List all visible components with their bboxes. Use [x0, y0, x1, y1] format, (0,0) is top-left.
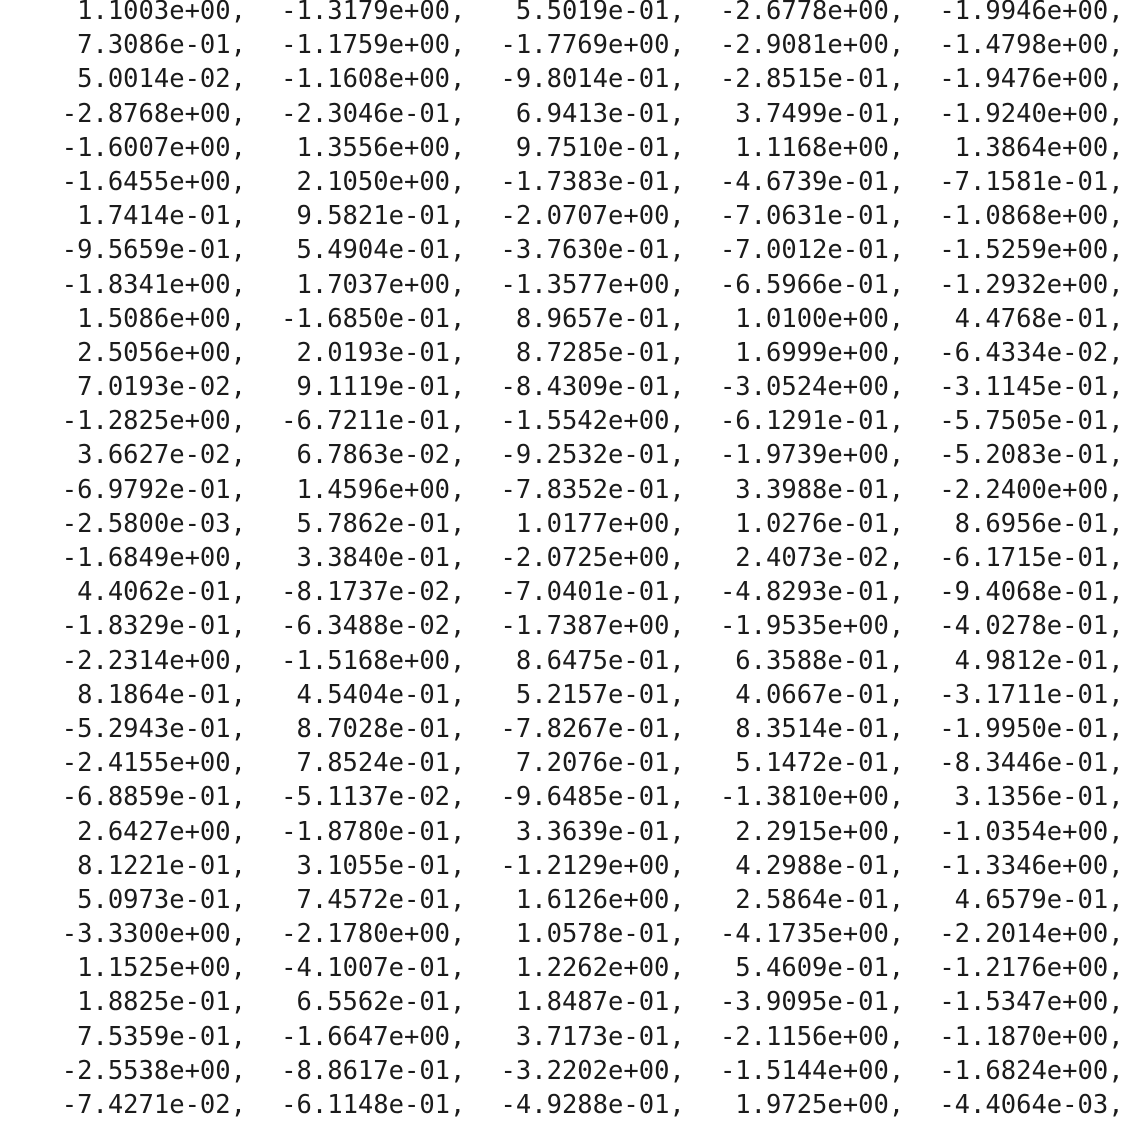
output-row — [0, 849, 1146, 883]
output-value: 7.0193e-02, — [77, 372, 246, 403]
output-value: 8.1221e-01, — [77, 850, 246, 881]
output-row — [0, 404, 1146, 438]
output-value: 5.2157e-01, — [515, 679, 685, 710]
output-value: -1.9476e+00, — [939, 64, 1124, 95]
output-value: 6.7863e-02, — [296, 440, 466, 471]
output-value: -6.1291e-01, — [719, 406, 905, 437]
output-value: -1.5168e+00, — [281, 645, 466, 676]
output-row — [0, 678, 1146, 712]
output-value: -9.5659e-01, — [61, 235, 246, 266]
output-value: 8.7285e-01, — [515, 337, 685, 368]
output-row — [0, 268, 1146, 302]
output-value: 6.3588e-01, — [735, 645, 905, 676]
output-value: -9.6485e-01, — [500, 782, 685, 813]
output-row — [0, 1088, 1146, 1122]
output-value: -6.4334e-02, — [939, 337, 1124, 368]
output-value: -1.3346e+00, — [939, 850, 1124, 881]
output-value: -2.3046e-01, — [281, 98, 466, 129]
output-row — [0, 438, 1146, 472]
output-value: 2.0193e-01, — [296, 337, 466, 368]
output-value: 5.5019e-01, — [515, 0, 685, 26]
output-value: 3.3639e-01, — [515, 816, 685, 847]
output-row — [0, 233, 1146, 267]
output-value: -8.4309e-01, — [500, 372, 685, 403]
output-value: 1.0100e+00, — [735, 303, 905, 334]
output-value: -1.6849e+00, — [61, 543, 246, 573]
output-row — [0, 370, 1146, 404]
output-value: -6.8859e-01, — [61, 782, 246, 813]
output-row — [0, 917, 1146, 951]
output-value: 1.0177e+00, — [515, 508, 685, 539]
output-value: 1.1525e+00, — [77, 953, 246, 984]
output-value: 8.6475e-01, — [515, 645, 685, 676]
output-value: -1.9739e+00, — [719, 440, 905, 471]
output-value: 8.9657e-01, — [515, 303, 685, 334]
output-value: 8.1864e-01, — [77, 679, 246, 710]
output-row — [0, 712, 1146, 746]
output-row — [0, 336, 1146, 370]
output-row — [0, 985, 1146, 1019]
output-value: -6.9792e-01, — [61, 474, 246, 505]
output-value: -4.1007e-01, — [281, 953, 466, 984]
output-row — [0, 609, 1146, 643]
output-value: 6.5562e-01, — [296, 987, 466, 1018]
output-value: 3.1356e-01, — [954, 782, 1124, 813]
output-value: 5.1472e-01, — [735, 748, 905, 779]
output-value: -7.0401e-01, — [500, 577, 685, 608]
output-value: 4.9812e-01, — [954, 645, 1124, 676]
output-value: -6.1148e-01, — [281, 1090, 466, 1120]
output-row — [0, 951, 1146, 985]
output-row — [0, 62, 1146, 96]
output-value: 1.2262e+00, — [515, 953, 685, 984]
output-value: -7.8352e-01, — [500, 474, 685, 505]
output-row — [0, 28, 1146, 62]
output-value: 1.6999e+00, — [735, 337, 905, 368]
output-row — [0, 473, 1146, 507]
output-value: -1.3810e+00, — [719, 782, 905, 813]
output-value: 8.3514e-01, — [735, 713, 905, 744]
output-value: 4.5404e-01, — [296, 679, 466, 710]
output-value: -1.1759e+00, — [281, 30, 466, 61]
output-value: -5.2943e-01, — [61, 713, 246, 744]
output-value: 1.6126e+00, — [515, 884, 685, 915]
output-value: -1.2176e+00, — [939, 953, 1124, 984]
output-row — [0, 815, 1146, 849]
output-value: -8.3446e-01, — [939, 748, 1124, 779]
output-row — [0, 780, 1146, 814]
output-value: -1.8329e-01, — [61, 611, 246, 642]
output-value: -1.2932e+00, — [939, 269, 1124, 300]
output-value: -1.9946e+00, — [939, 0, 1124, 26]
output-value: 1.8487e-01, — [515, 987, 685, 1018]
output-value: 5.7862e-01, — [296, 508, 466, 539]
output-value: 1.7037e+00, — [296, 269, 466, 300]
output-value: 7.3086e-01, — [77, 30, 246, 61]
output-value: -1.7383e-01, — [500, 166, 685, 197]
output-row — [0, 97, 1146, 131]
output-value: 3.3988e-01, — [735, 474, 905, 505]
output-value: -1.5347e+00, — [939, 987, 1124, 1018]
output-row — [0, 644, 1146, 678]
output-value: 1.7414e-01, — [77, 201, 246, 232]
output-value: 7.5359e-01, — [77, 1021, 246, 1052]
output-value: -9.2532e-01, — [500, 440, 685, 471]
output-value: 5.4609e-01, — [735, 953, 905, 984]
output-value: 1.9725e+00, — [735, 1090, 905, 1120]
output-value: 1.5086e+00, — [77, 303, 246, 334]
output-value: 7.2076e-01, — [515, 748, 685, 779]
output-value: -4.8293e-01, — [719, 577, 905, 608]
output-value: -3.7630e-01, — [500, 235, 685, 266]
output-value: -1.0354e+00, — [939, 816, 1124, 847]
output-value: -2.8515e-01, — [719, 64, 905, 95]
output-row — [0, 0, 1146, 28]
output-row — [0, 575, 1146, 609]
output-value: -1.0868e+00, — [939, 201, 1124, 232]
output-value: 1.0276e-01, — [735, 508, 905, 539]
output-row — [0, 541, 1146, 575]
output-value: -5.2083e-01, — [939, 440, 1124, 471]
output-value: -1.2129e+00, — [500, 850, 685, 881]
output-value: -7.8267e-01, — [500, 713, 685, 744]
output-value: -1.8341e+00, — [61, 269, 246, 300]
output-value: -1.6007e+00, — [61, 132, 246, 163]
output-row — [0, 883, 1146, 917]
output-value: -1.6824e+00, — [939, 1055, 1124, 1086]
output-value: -2.9081e+00, — [719, 30, 905, 61]
output-value: -5.1137e-02, — [281, 782, 466, 813]
output-value: -4.9288e-01, — [500, 1090, 685, 1120]
output-value: -2.8768e+00, — [61, 98, 246, 129]
output-value: 5.4904e-01, — [296, 235, 466, 266]
output-value: 3.6627e-02, — [77, 440, 246, 471]
output-value: -7.0631e-01, — [719, 201, 905, 232]
output-value: -1.2825e+00, — [61, 406, 246, 437]
output-value: -6.7211e-01, — [281, 406, 466, 437]
output-value: 3.1055e-01, — [296, 850, 466, 881]
output-value: 3.3840e-01, — [296, 543, 466, 573]
output-value: 2.5056e+00, — [77, 337, 246, 368]
output-value: -1.5144e+00, — [719, 1055, 905, 1086]
output-value: -1.7769e+00, — [500, 30, 685, 61]
output-value: -2.2314e+00, — [61, 645, 246, 676]
output-value: -1.3179e+00, — [281, 0, 466, 26]
output-value: -6.5966e-01, — [719, 269, 905, 300]
output-value: -2.2400e+00, — [939, 474, 1124, 505]
output-value: -2.5538e+00, — [61, 1055, 246, 1086]
output-value: -1.8780e-01, — [281, 816, 466, 847]
output-value: -1.1608e+00, — [281, 64, 466, 95]
output-value: -2.0725e+00, — [500, 543, 685, 573]
output-value: -7.4271e-02, — [61, 1090, 246, 1120]
output-row — [0, 302, 1146, 336]
output-value: 7.4572e-01, — [296, 884, 466, 915]
output-value: -1.6647e+00, — [281, 1021, 466, 1052]
output-row — [0, 507, 1146, 541]
output-value: 5.0973e-01, — [77, 884, 246, 915]
output-value: -2.4155e+00, — [61, 748, 246, 779]
output-value: 9.1119e-01, — [296, 372, 466, 403]
output-value: 3.7173e-01, — [515, 1021, 685, 1052]
output-row — [0, 1054, 1146, 1088]
output-value: 2.5864e-01, — [735, 884, 905, 915]
output-value: -8.1737e-02, — [281, 577, 466, 608]
output-value: -1.9240e+00, — [939, 98, 1124, 129]
output-value: 1.8825e-01, — [77, 987, 246, 1018]
output-value: 4.4768e-01, — [954, 303, 1124, 334]
output-value: 8.7028e-01, — [296, 713, 466, 744]
output-value: -1.7387e+00, — [500, 611, 685, 642]
output-value: -3.3300e+00, — [61, 919, 246, 950]
output-value: -4.0278e-01, — [939, 611, 1124, 642]
output-value: -2.0707e+00, — [500, 201, 685, 232]
output-value: 4.0667e-01, — [735, 679, 905, 710]
output-value: 7.8524e-01, — [296, 748, 466, 779]
output-value: -1.5259e+00, — [939, 235, 1124, 266]
output-value: 2.6427e+00, — [77, 816, 246, 847]
output-value: 4.6579e-01, — [954, 884, 1124, 915]
output-value: -1.1870e+00, — [939, 1021, 1124, 1052]
output-value: -8.8617e-01, — [281, 1055, 466, 1086]
output-row — [0, 746, 1146, 780]
output-value: 4.4062e-01, — [77, 577, 246, 608]
output-value: -3.0524e+00, — [719, 372, 905, 403]
output-value: -9.8014e-01, — [500, 64, 685, 95]
output-value: 2.4073e-02, — [735, 543, 905, 573]
output-value: 5.0014e-02, — [77, 64, 246, 95]
output-value: -1.4798e+00, — [939, 30, 1124, 61]
output-value: 1.3864e+00, — [954, 132, 1124, 163]
output-value: 9.5821e-01, — [296, 201, 466, 232]
output-row — [0, 199, 1146, 233]
output-value: 2.2915e+00, — [735, 816, 905, 847]
output-value: 1.1168e+00, — [735, 132, 905, 163]
output-row — [0, 1020, 1146, 1054]
output-value: 8.6956e-01, — [954, 508, 1124, 539]
output-value: -6.1715e-01, — [939, 543, 1124, 573]
output-value: -3.1145e-01, — [939, 372, 1124, 403]
output-value: -2.1780e+00, — [281, 919, 466, 950]
output-value: -1.6850e-01, — [281, 303, 466, 334]
output-value: 1.3556e+00, — [296, 132, 466, 163]
output-value: -1.9950e-01, — [939, 713, 1124, 744]
output-value: 9.7510e-01, — [515, 132, 685, 163]
output-value: 6.9413e-01, — [515, 98, 685, 129]
output-value: -1.6455e+00, — [61, 166, 246, 197]
output-value: 3.7499e-01, — [735, 98, 905, 129]
output-value: -9.4068e-01, — [939, 577, 1124, 608]
output-value: -7.1581e-01, — [939, 166, 1124, 197]
output-row — [0, 165, 1146, 199]
output-value: 1.1003e+00, — [77, 0, 246, 26]
output-value: -7.0012e-01, — [719, 235, 905, 266]
output-value: -4.6739e-01, — [719, 166, 905, 197]
output-row — [0, 131, 1146, 165]
output-value: -4.4064e-03, — [939, 1090, 1124, 1120]
output-value: -3.9095e-01, — [719, 987, 905, 1018]
output-value: -1.9535e+00, — [719, 611, 905, 642]
output-value: -2.1156e+00, — [719, 1021, 905, 1052]
output-value: 1.0578e-01, — [515, 919, 685, 950]
output-value: -1.3577e+00, — [500, 269, 685, 300]
output-value: -4.1735e+00, — [719, 919, 905, 950]
output-value: -1.5542e+00, — [500, 406, 685, 437]
output-value: -6.3488e-02, — [281, 611, 466, 642]
output-value: -3.2202e+00, — [500, 1055, 685, 1086]
output-value: 4.2988e-01, — [735, 850, 905, 881]
output-value: -2.2014e+00, — [939, 919, 1124, 950]
output-value: 2.1050e+00, — [296, 166, 466, 197]
output-value: 1.4596e+00, — [296, 474, 466, 505]
output-value: -5.7505e-01, — [939, 406, 1124, 437]
output-value: -3.1711e-01, — [939, 679, 1124, 710]
output-value: -2.6778e+00, — [719, 0, 905, 26]
output-value: -2.5800e-03, — [61, 508, 246, 539]
